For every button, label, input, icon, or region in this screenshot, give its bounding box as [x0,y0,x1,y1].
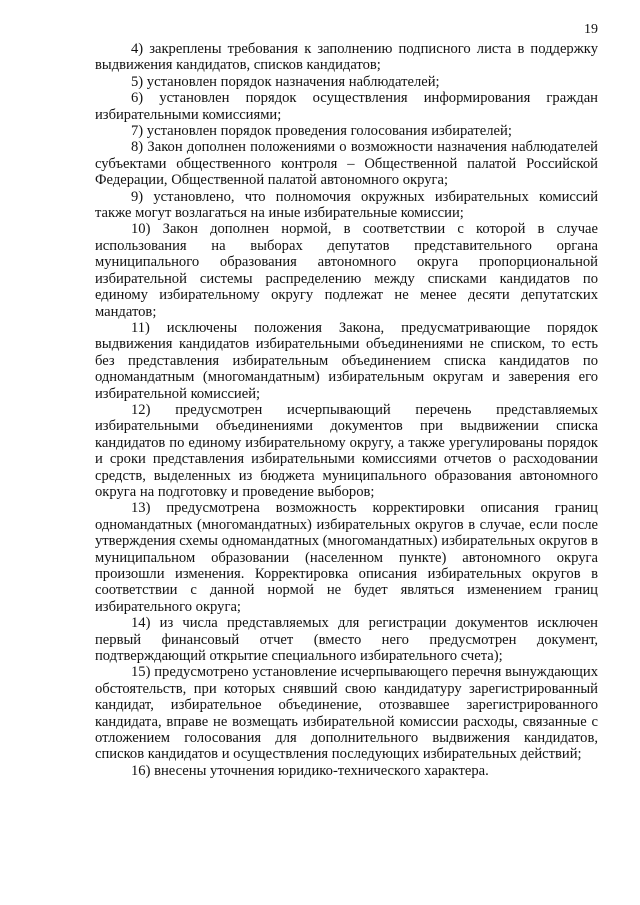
list-item-8: 8) Закон дополнен положениями о возможности назначения наблюдателей субъектами общественного контроля – Общественной палатой Российской Федерации, Общественной палатой автономного округа; [95,139,598,189]
list-item-13: 13) предусмотрена возможность корректировки описания границ одномандатных (многомандатных) избирательных округов в случае, если после утверждения схемы одномандатных (многомандатных) избирательных округов в муниципальном образовании (населенном пункте) автономного округа произошли изменения. Корректировка описания избирательных округов в соответствии с данной нормой не будет являться изменением границ избирательного округа; [95,500,598,615]
list-item-5: 5) установлен порядок назначения наблюдателей; [131,73,440,90]
document-body [95,41,598,779]
page-number: 19 [584,22,598,37]
list-item-14: 14) из числа представляемых для регистрации документов исключен первый финансовый отчет (вместо него предусмотрен документ, подтверждающий открытие специального избирательного счета); [95,615,598,665]
list-item-16: 16) внесены уточнения юридико-технического характера. [131,762,489,779]
list-item-12: 12) предусмотрен исчерпывающий перечень представляемых избирательными объединениями документов при выдвижении списка кандидатов по единому избирательному округу, а также урегулированы порядок и сроки представления избирательными комиссиями отчетов о расходовании средств, выделенных из бюджета муниципального образования автономного округа на подготовку и проведение выборов; [95,401,598,500]
list-item-6: 6) установлен порядок осуществления информирования граждан избирательными комиссиями; [95,90,598,123]
list-item-11: 11) исключены положения Закона, предусматривающие порядок выдвижения кандидатов избирательными объединениями не списком, то есть без представления избирательным объединением списка кандидатов по одномандатным (многомандатным) избирательным округам и заверения его избирательной комиссией; [95,319,598,402]
list-item-9: 9) установлено, что полномочия окружных избирательных комиссий также могут возлагаться на иные избирательные комиссии; [95,188,598,222]
list-item-10: 10) Закон дополнен нормой, в соответствии с которой в случае использования на выборах депутатов представительного органа муниципального образования автономного округа пропорциональной избирательной системы распределению между списками кандидатов по единому избирательному округу подлежат не менее десяти депутатских мандатов; [95,221,598,320]
list-item-7: 7) установлен порядок проведения голосования избирателей; [131,123,512,140]
list-item-4: 4) закреплены требования к заполнению подписного листа в поддержку выдвижения кандидатов, списков кандидатов; [95,41,598,74]
list-item-15: 15) предусмотрено установление исчерпывающего перечня вынуждающих обстоятельств, при которых снявший свою кандидатуру зарегистрированный кандидат, избирательное объединение, отозвавшее зарегистрированного кандидата, вправе не возмещать избирательной комиссии расходы, связанные с отложением голосования для дополнительного выдвижения кандидатов, списков кандидатов и осуществления последующих избирательных действий; [95,664,598,763]
